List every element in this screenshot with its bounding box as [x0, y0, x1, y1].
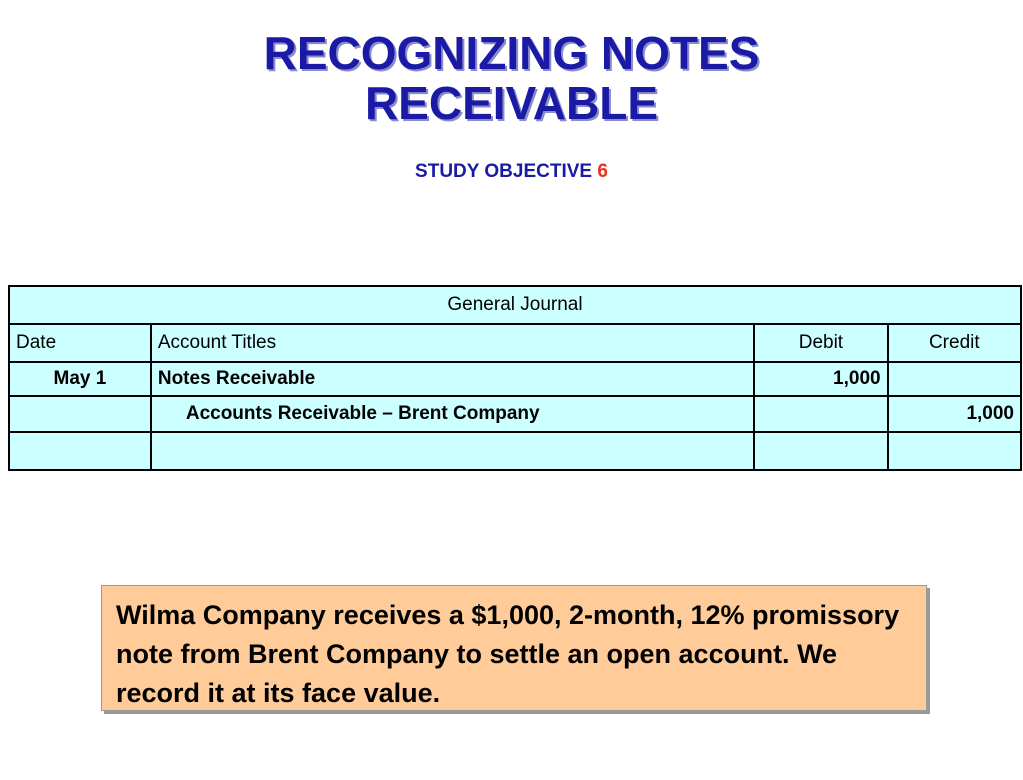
entry-credit: [888, 432, 1021, 470]
slide-title: [0, 28, 1023, 128]
entry-account: [151, 432, 754, 470]
entry-date: [9, 432, 151, 470]
journal-header: General Journal: [9, 286, 1021, 324]
column-header-credit: Credit: [888, 324, 1021, 362]
entry-debit: 1,000: [754, 362, 887, 396]
table-row: [9, 432, 1021, 470]
study-objective-number: 6: [597, 161, 608, 182]
entry-credit: 1,000: [888, 396, 1021, 432]
column-header-account: Account Titles: [151, 324, 754, 362]
explanation-note: Wilma Company receives a $1,000, 2-month, 12% promissory note from Brent Company to settle an open account. We record it at its face value.: [101, 585, 927, 711]
entry-debit: [754, 396, 887, 432]
table-row: [9, 362, 1021, 396]
entry-debit: [754, 432, 887, 470]
slide-title-line2: RECEIVABLE: [364, 77, 659, 129]
column-header-date: Date: [9, 324, 151, 362]
entry-date: May 1: [9, 362, 151, 396]
study-objective-label: STUDY OBJECTIVE: [415, 161, 593, 182]
slide-title-line1: RECOGNIZING NOTES: [263, 27, 760, 79]
general-journal-table: [8, 285, 1022, 471]
entry-account: Accounts Receivable – Brent Company: [151, 396, 754, 432]
column-header-debit: Debit: [754, 324, 887, 362]
entry-account: Notes Receivable: [151, 362, 754, 396]
entry-date: [9, 396, 151, 432]
study-objective: [0, 161, 1023, 183]
entry-credit: [888, 362, 1021, 396]
table-row: [9, 396, 1021, 432]
